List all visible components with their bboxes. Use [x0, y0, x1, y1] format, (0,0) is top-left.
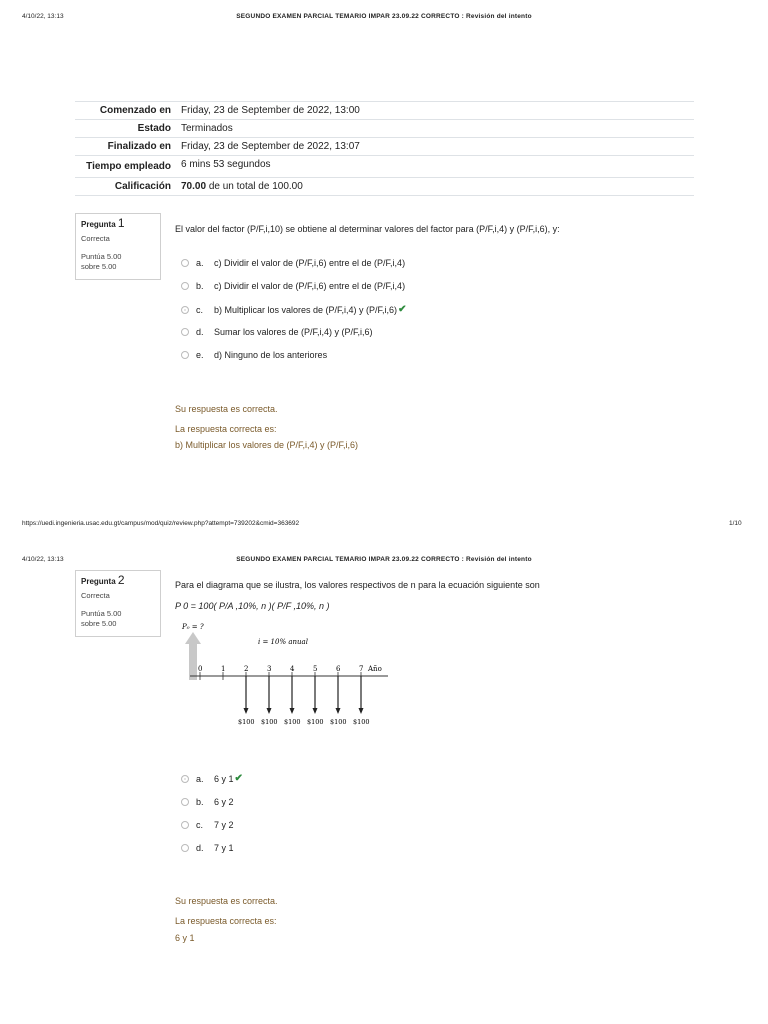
- summary-label: Estado: [75, 120, 177, 138]
- option-text: d) Ninguno de los anteriores: [214, 350, 328, 360]
- cash-amount-label: $100: [261, 718, 278, 726]
- question-num: 2: [117, 573, 125, 587]
- option-text: 6 y 1: [214, 773, 234, 784]
- check-icon: ✔: [234, 773, 243, 784]
- cash-amount-label: $100: [330, 718, 347, 726]
- question-number: [81, 218, 155, 230]
- option-text: 7 y 1: [214, 843, 234, 853]
- check-icon: ✔: [398, 304, 407, 315]
- radio-icon[interactable]: [181, 821, 189, 829]
- cash-amount-label: $100: [284, 718, 301, 726]
- feedback-text: Su respuesta es correcta.: [175, 896, 278, 906]
- cash-amount-label: $100: [307, 718, 324, 726]
- question-label: Pregunta: [81, 220, 116, 229]
- question-text: Para el diagrama que se ilustra, los valores respectivos de n para la ecuación siguiente son: [175, 580, 540, 590]
- option-letter: e.: [196, 350, 204, 360]
- option-letter: c.: [196, 304, 204, 315]
- answer-option[interactable]: [181, 797, 234, 807]
- print-date: 4/10/22, 13:13: [22, 556, 64, 563]
- question-state: Correcta: [81, 591, 110, 600]
- option-text: 7 y 2: [214, 820, 234, 830]
- option-letter: a.: [196, 773, 204, 784]
- year-tick-label: 5: [313, 665, 318, 673]
- question-equation: P 0 = 100( P/A ,10%, n )( P/F ,10%, n ): [175, 601, 330, 611]
- p0-label: P₀ = ?: [182, 623, 204, 631]
- correct-answer: b) Multiplicar los valores de (P/F,i,4) y (P/F,i,6): [175, 440, 359, 450]
- summary-label: Tiempo empleado: [75, 156, 177, 178]
- arrow-head: [313, 708, 318, 714]
- page-number: 1/10: [729, 520, 742, 527]
- print-title: SEGUNDO EXAMEN PARCIAL TEMARIO IMPAR 23.09.22 CORRECTO : Revisión del intento: [236, 556, 532, 563]
- question-num: 1: [117, 216, 125, 230]
- radio-icon[interactable]: [181, 282, 189, 290]
- summary-row: [75, 178, 694, 196]
- grade-total: de un total de 100.00: [208, 181, 303, 192]
- year-label: Año: [368, 665, 382, 673]
- print-date: 4/10/22, 13:13: [22, 13, 64, 20]
- radio-icon[interactable]: [181, 259, 189, 267]
- summary-row: [75, 156, 694, 178]
- option-letter: b.: [196, 281, 204, 291]
- option-letter: d.: [196, 843, 204, 853]
- arrow-head: [336, 708, 341, 714]
- print-url: https://uedi.ingenieria.usac.edu.gt/campus/mod/quiz/review.php?attempt=739202&cmid=363692: [22, 520, 300, 527]
- attempt-summary-table: [75, 101, 694, 196]
- summary-label: Comenzado en: [75, 102, 177, 120]
- p0-arrow-head: [185, 632, 201, 644]
- answer-option[interactable]: [181, 350, 327, 360]
- summary-row: [75, 102, 694, 120]
- p0-arrow-shaft: [189, 642, 197, 680]
- feedback-text: Su respuesta es correcta.: [175, 404, 278, 414]
- summary-label: Calificación: [75, 178, 177, 196]
- year-tick-label: 1: [221, 665, 226, 673]
- radio-icon[interactable]: [181, 328, 189, 336]
- option-text: 6 y 2: [214, 797, 234, 807]
- summary-row: [75, 120, 694, 138]
- print-title: SEGUNDO EXAMEN PARCIAL TEMARIO IMPAR 23.09.22 CORRECTO : Revisión del intento: [236, 13, 532, 20]
- correct-answer-label: La respuesta correcta es:: [175, 916, 277, 926]
- question-score-max: sobre 5.00: [81, 619, 117, 628]
- option-letter: c.: [196, 820, 204, 830]
- cash-flow-diagram: [176, 618, 396, 730]
- answer-option-selected[interactable]: [181, 304, 406, 315]
- year-tick-label: 0: [198, 665, 203, 673]
- answer-option[interactable]: [181, 820, 234, 830]
- cash-amount-label: $100: [238, 718, 255, 726]
- radio-icon[interactable]: [181, 844, 189, 852]
- option-letter: a.: [196, 258, 204, 268]
- arrow-head: [359, 708, 364, 714]
- question-score: Puntúa 5.00: [81, 252, 122, 261]
- summary-value: Friday, 23 de September de 2022, 13:07: [177, 138, 694, 156]
- answer-option[interactable]: [181, 327, 373, 337]
- arrow-head: [290, 708, 295, 714]
- question-text: El valor del factor (P/F,i,10) se obtiene al determinar valores del factor para (P/F,i,4) y (P/F,i,6), y:: [175, 224, 560, 234]
- answer-option[interactable]: [181, 843, 234, 853]
- summary-label: Finalizado en: [75, 138, 177, 156]
- year-tick-label: 4: [290, 665, 295, 673]
- year-tick-label: 2: [244, 665, 249, 673]
- correct-answer: 6 y 1: [175, 933, 195, 943]
- summary-value: Terminados: [177, 120, 694, 138]
- cash-amount-label: $100: [353, 718, 370, 726]
- question-score: Puntúa 5.00: [81, 609, 122, 618]
- arrow-head: [244, 708, 249, 714]
- option-letter: b.: [196, 797, 204, 807]
- answer-option-selected[interactable]: [181, 773, 243, 784]
- option-letter: d.: [196, 327, 204, 337]
- question-state: Correcta: [81, 234, 110, 243]
- question-label: Pregunta: [81, 577, 116, 586]
- year-tick-label: 3: [267, 665, 272, 673]
- radio-icon[interactable]: [181, 798, 189, 806]
- option-text: b) Multiplicar los valores de (P/F,i,4) y (P/F,i,6): [214, 304, 398, 315]
- question-info-box: [75, 213, 161, 280]
- option-text: c) Dividir el valor de (P/F,i,6) entre el de (P/F,i,4): [214, 281, 406, 291]
- grade-value: 70.00: [181, 181, 207, 192]
- year-tick-label: 7: [359, 665, 364, 673]
- summary-value: 6 mins 53 segundos: [177, 156, 694, 178]
- answer-option[interactable]: [181, 258, 405, 268]
- radio-icon[interactable]: [181, 306, 189, 314]
- question-number: [81, 575, 155, 587]
- correct-answer-label: La respuesta correcta es:: [175, 424, 277, 434]
- question-info-box: [75, 570, 161, 637]
- year-tick-label: 6: [336, 665, 341, 673]
- summary-value: [177, 178, 694, 196]
- option-text: Sumar los valores de (P/F,i,4) y (P/F,i,6): [214, 327, 373, 337]
- radio-icon[interactable]: [181, 775, 189, 783]
- rate-label: i = 10% anual: [258, 638, 308, 646]
- question-score-max: sobre 5.00: [81, 262, 117, 271]
- radio-icon[interactable]: [181, 351, 189, 359]
- answer-option[interactable]: [181, 281, 405, 291]
- option-text: c) Dividir el valor de (P/F,i,6) entre el de (P/F,i,4): [214, 258, 406, 268]
- arrow-head: [267, 708, 272, 714]
- summary-row: [75, 138, 694, 156]
- summary-value: Friday, 23 de September de 2022, 13:00: [177, 102, 694, 120]
